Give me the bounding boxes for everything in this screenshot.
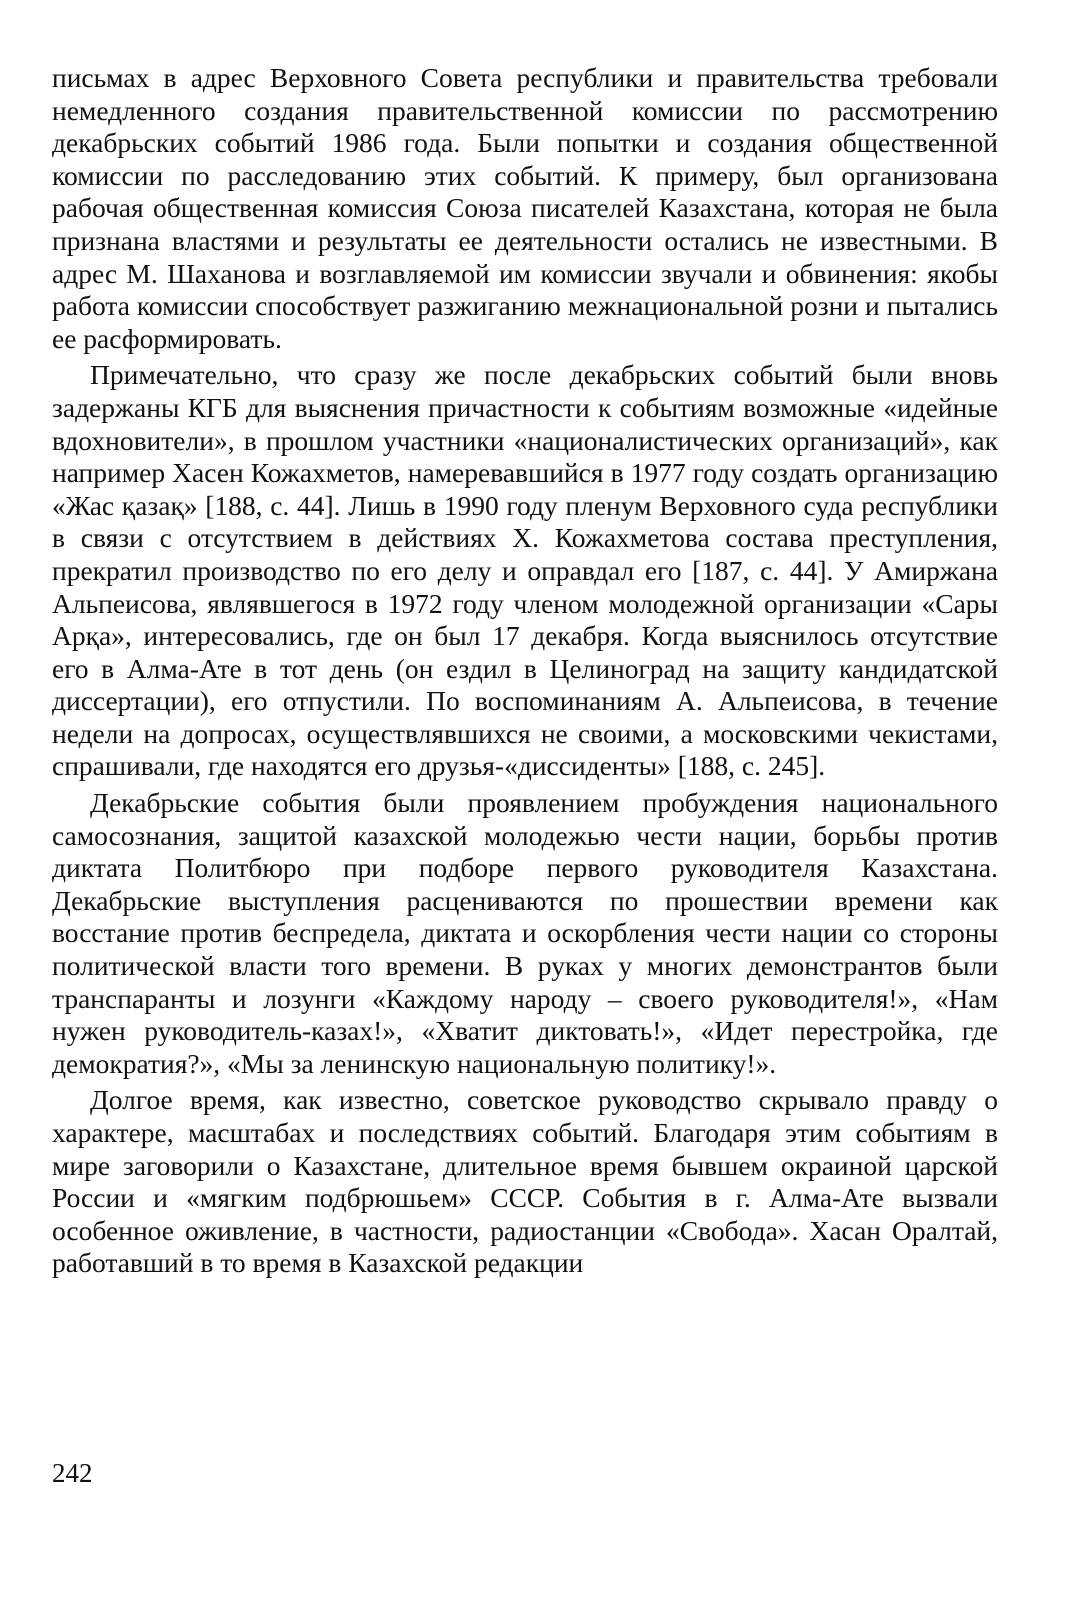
paragraph-1: письмах в адрес Верховного Совета республики и правительства требовали немедленного создания правительственной комиссии по рассмотрению декабрьских событий 1986 года. Были попытки и создания общественной комиссии по расследованию этих событий. К примеру, был организована рабочая общественная комиссия Союза писателей Казахстана, которая не была признана властями и результаты ее деятельности остались не известными. В адрес М. Шаханова и возглавляемой им комиссии звучали и обвинения: якобы работа комиссии способствует разжиганию межнациональной розни и пытались ее расформировать.: [52, 62, 998, 354]
page-number: 242: [52, 1458, 93, 1488]
paragraph-4: Долгое время, как известно, советское руководство скрывало правду о характере, масштабах и последствиях событий. Благодаря этим событиям в мире заговорили о Казахстане, длительное время бывшем окраиной царской России и «мягким подбрюшьем» СССР. События в г. Алма-Ате вызвали особенное оживление, в частности, радиостанции «Свобода». Хасан Оралтай, работавший в то время в Казахской редакции: [52, 1084, 998, 1279]
paragraph-2: Примечательно, что сразу же после декабрьских событий были вновь задержаны КГБ для выяснения причастности к событиям возможные «идейные вдохновители», в прошлом участники «националистических организаций», как например Хасен Кожахметов, намеревавшийся в 1977 году создать организацию «Жас қазақ» [188, с. 44]. Лишь в 1990 году пленум Верховного суда республики в связи с отсутствием в действиях Х. Кожахметова состава преступления, прекратил производство по его делу и оправдал его [187, с. 44]. У Амиржана Альпеисова, являвшегося в 1972 году членом молодежной организации «Сары Арқа», интересовались, где он был 17 декабря. Когда выяснилось отсутствие его в Алма-Ате в тот день (он ездил в Целиноград на защиту кандидатской диссертации), его отпустили. По воспоминаниям А. Альпеисова, в течение недели на допросах, осуществлявшихся не своими, а московскими чекистами, спрашивали, где находятся его друзья-«диссиденты» [188, с. 245].: [52, 359, 998, 782]
paragraph-3: Декабрьские события были проявлением пробуждения национального самосознания, защитой казахской молодежью чести нации, борьбы против диктата Политбюро при подборе первого руководителя Казахстана. Декабрьские выступления расцениваются по прошествии времени как восстание против беспредела, диктата и оскорбления чести нации со стороны политической власти того времени. В руках у многих демонстрантов были транспаранты и лозунги «Каждому народу – своего руководителя!», «Нам нужен руководитель-казах!», «Хватит диктовать!», «Идет перестройка, где демократия?», «Мы за ленинскую национальную политику!».: [52, 787, 998, 1079]
page-body: [52, 62, 998, 1284]
